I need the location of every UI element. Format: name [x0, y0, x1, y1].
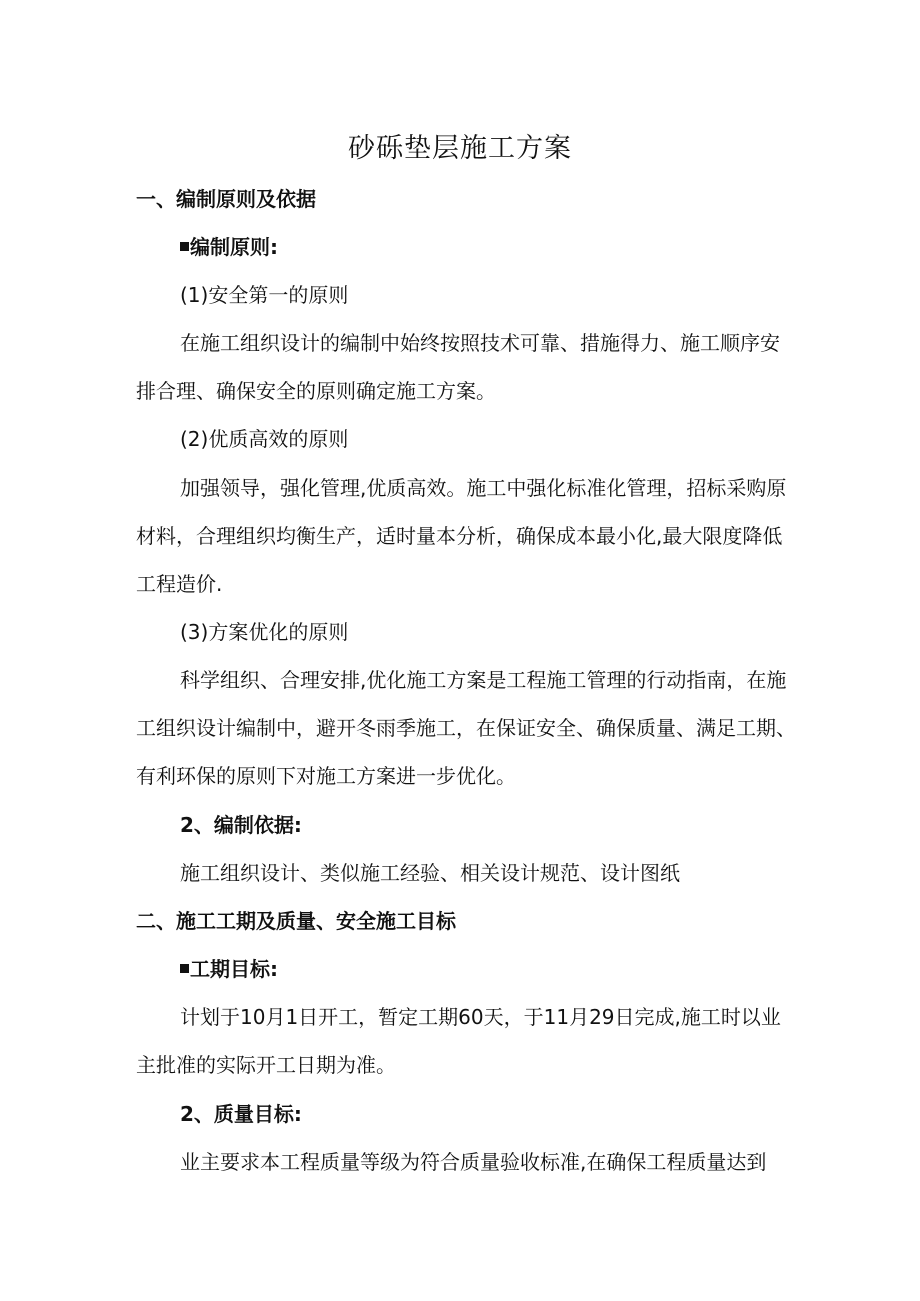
section2-sub1-text-line1: 计划于10月1日开工，暂定工期60天，于11月29日完成,施工时以业 — [180, 1005, 781, 1029]
item2-text-line3: 工程造价. — [136, 572, 223, 596]
item2-text-line2: 材料，合理组织均衡生产，适时量本分析，确保成本最小化,最大限度降低 — [136, 524, 783, 548]
item3-text-line1: 科学组织、合理安排,优化施工方案是工程施工管理的行动指南，在施 — [180, 668, 787, 692]
section2-sub2-heading: 2、质量目标: — [180, 1102, 302, 1126]
section1-heading: 一、编制原则及依据 — [136, 187, 316, 211]
section1-sub2-heading: 2、编制依据: — [180, 813, 302, 837]
item1-text-line1: 在施工组织设计的编制中始终按照技术可靠、措施得力、施工顺序安 — [180, 331, 780, 355]
item1-text-line2: 排合理、确保安全的原则确定施工方案。 — [136, 379, 496, 403]
item3-heading: (3)方案优化的原则 — [180, 620, 349, 644]
section1-sub2-text: 施工组织设计、类似施工经验、相关设计规范、设计图纸 — [180, 861, 680, 885]
item2-heading: (2)优质高效的原则 — [180, 427, 349, 451]
section1-sub1-heading-text: 编制原则: — [190, 235, 278, 259]
section1-sub1-heading — [180, 232, 278, 262]
item1-heading: (1)安全第一的原则 — [180, 283, 349, 307]
item2-text-line1: 加强领导，强化管理,优质高效。施工中强化标准化管理，招标采购原 — [180, 476, 787, 500]
square-bullet-icon — [180, 964, 189, 973]
section2-heading: 二、施工工期及质量、安全施工目标 — [136, 909, 456, 933]
square-bullet-icon — [180, 242, 189, 251]
section2-sub1-heading — [180, 954, 278, 984]
item3-text-line2: 工组织设计编制中，避开冬雨季施工，在保证安全、确保质量、满足工期、 — [136, 716, 796, 740]
section2-sub2-text-line1: 业主要求本工程质量等级为符合质量验收标准,在确保工程质量达到 — [180, 1150, 767, 1174]
section2-sub1-text-line2: 主批准的实际开工日期为准。 — [136, 1053, 396, 1077]
item3-text-line3: 有利环保的原则下对施工方案进一步优化。 — [136, 764, 516, 788]
document-title: 砂砾垫层施工方案 — [348, 133, 572, 164]
section2-sub1-heading-text: 工期目标: — [190, 957, 278, 981]
